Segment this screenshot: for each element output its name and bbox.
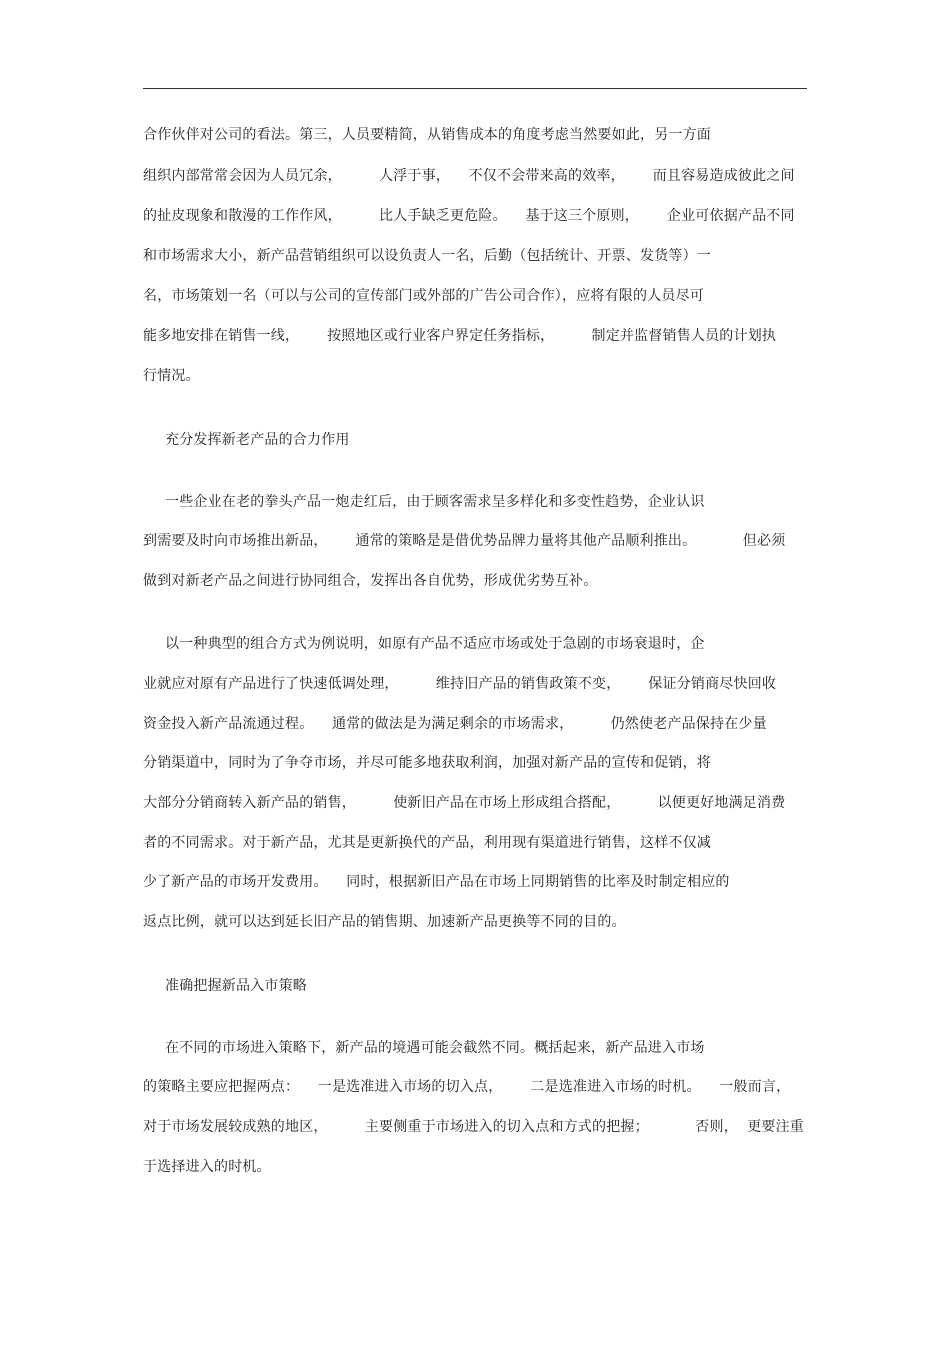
paragraph-line: 的扯皮现象和散漫的工作作风， 比人手缺乏更危险。 基于这三个原则， 企业可依据产品不同: [143, 208, 795, 224]
header-rule: [143, 88, 807, 89]
section-heading: 充分发挥新老产品的合力作用: [165, 432, 350, 448]
paragraph-line: 大部分分销商转入新产品的销售， 使新旧产品在市场上形成组合搭配， 以便更好地满足消费: [143, 795, 786, 811]
paragraph-line: 对于市场发展较成熟的地区， 主要侧重于市场进入的切入点和方式的把握； 否则， 更要注重: [143, 1119, 805, 1135]
paragraph-line: 一些企业在老的拳头产品一炮走红后，由于顾客需求呈多样化和多变性趋势，企业认识: [165, 494, 705, 510]
paragraph-line: 以一种典型的组合方式为例说明，如原有产品不适应市场或处于急剧的市场衰退时，企: [165, 636, 705, 652]
paragraph-line: 资金投入新产品流通过程。 通常的做法是为满足剩余的市场需求， 仍然使老产品保持在少量: [143, 716, 767, 732]
paragraph-line: 分销渠道中，同时为了争夺市场，并尽可能多地获取利润，加强对新产品的宣传和促销，将: [143, 755, 711, 771]
paragraph-line: 者的不同需求。对于新产品，尤其是更新换代的产品，利用现有渠道进行销售，这样不仅减: [143, 835, 711, 851]
paragraph-line: 做到对新老产品之间进行协同组合，发挥出各自优势，形成优劣势互补。: [143, 573, 598, 589]
paragraph-line: 业就应对原有产品进行了快速低调处理， 维持旧产品的销售政策不变， 保证分销商尽快回收: [143, 676, 777, 692]
section-heading: 准确把握新品入市策略: [165, 978, 307, 994]
paragraph-line: 返点比例，就可以达到延长旧产品的销售期、加速新产品更换等不同的目的。: [143, 914, 626, 930]
paragraph-line: 少了新产品的市场开发费用。 同时，根据新旧产品在市场上同期销售的比率及时制定相应的: [143, 874, 730, 890]
paragraph-line: 能多地安排在销售一线， 按照地区或行业客户界定任务指标， 制定并监督销售人员的计划执: [143, 328, 777, 344]
paragraph-line: 的策略主要应把握两点： 一是选准进入市场的切入点， 二是选准进入市场的时机。 一般而言，: [143, 1079, 791, 1095]
paragraph-line: 合作伙伴对公司的看法。第三，人员要精简，从销售成本的角度考虑当然要如此，另一方面: [143, 127, 711, 143]
paragraph-line: 在不同的市场进入策略下，新产品的境遇可能会截然不同。概括起来，新产品进入市场: [165, 1040, 705, 1056]
paragraph-line: 和市场需求大小，新产品营销组织可以设负责人一名，后勤（包括统计、开票、发货等）一: [143, 248, 711, 264]
paragraph-line: 名，市场策划一名（可以与公司的宣传部门或外部的广告公司合作），应将有限的人员尽可: [143, 288, 704, 304]
paragraph-line: 行情况。: [143, 368, 200, 384]
paragraph-line: 到需要及时向市场推出新品， 通常的策略是是借优势品牌力量将其他产品顺利推出。 但必须: [143, 533, 786, 549]
paragraph-line: 组织内部常常会因为人员冗余， 人浮于事， 不仅不会带来高的效率， 而且容易造成彼此之间: [143, 168, 795, 184]
paragraph-line: 于选择进入的时机。: [143, 1159, 271, 1175]
